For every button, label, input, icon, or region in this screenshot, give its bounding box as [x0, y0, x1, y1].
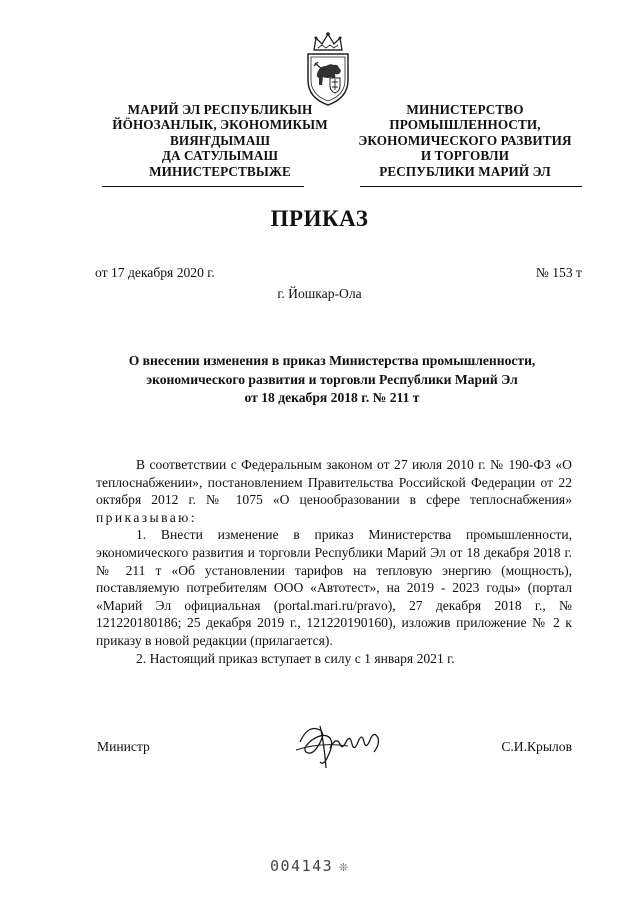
coat-of-arms-mari-el-icon	[300, 30, 356, 108]
serial-number-text: 004143	[270, 857, 334, 875]
signatory-name: С.И.Крылов	[501, 739, 572, 754]
header-left-line: МАРИЙ ЭЛ РЕСПУБЛИКЫН	[127, 102, 313, 117]
document-serial-number	[270, 857, 349, 875]
item-1-paragraph: 1. Внести изменение в приказ Министерства промышленности, экономического развития и торговли Республики Марий Эл от 18 декабря 2018 г. № 211 т «Об установлении тарифов на тепловую энергию (мощность), поставляемую потребителям ООО «Автотест», на 2019 - 2023 годы» (портал «Марий Эл официальная (portal.mari.ru/pravo), 27 декабря 2018 г., № 121220180186; 25 декабря 2019 г., 121220190160), изложив приложение № 2 к приказу в новой редакции (прилагается).	[96, 527, 572, 648]
subject-line: О внесении изменения в приказ Министерства промышленности,	[128, 353, 536, 368]
header-left-line: ДА САТУЛЫМАШ	[161, 148, 279, 164]
header-left-underline	[102, 186, 304, 187]
document-date: от 17 декабря 2020 г.	[95, 265, 215, 280]
header-right-underline	[360, 186, 582, 187]
header-right-line: И ТОРГОВЛИ	[420, 148, 510, 164]
subject-line: экономического развития и торговли Республики Марий Эл	[146, 371, 518, 387]
header-right-line: РЕСПУБЛИКИ МАРИЙ ЭЛ	[379, 163, 551, 179]
header-right-ministry-name-russian	[338, 102, 592, 179]
document-subject	[96, 352, 568, 408]
preamble-text: В соответствии с Федеральным законом от 27 июля 2010 г. № 190-ФЗ «О теплоснабжении», постановлением Правительства Российской Федерации от 22 октября 2012 г. № 1075 «О ценообразовании в сфере теплоснабжения»	[96, 457, 572, 508]
subject-line: от 18 декабря 2018 г. № 211 т	[244, 390, 420, 406]
header-right-line: ПРОМЫШЛЕННОСТИ,	[389, 117, 541, 133]
header-left-line: ВИЯҤДЫМАШ	[169, 132, 271, 148]
header-right-line: МИНИСТЕРСТВО	[406, 102, 524, 117]
preamble-paragraph	[96, 456, 572, 526]
order-word: приказываю:	[96, 509, 197, 525]
document-body	[96, 456, 572, 667]
header-left-ministry-name-mari	[104, 102, 336, 179]
item-2-paragraph: 2. Настоящий приказ вступает в силу с 1 января 2021 г.	[136, 650, 455, 666]
document-title: ПРИКАЗ	[270, 206, 369, 231]
handwritten-signature	[290, 712, 390, 776]
document-city: г. Йошкар-Ола	[277, 286, 362, 301]
header-right-line: ЭКОНОМИЧЕСКОГО РАЗВИТИЯ	[358, 132, 572, 148]
coat-of-arms-emblem	[300, 30, 356, 108]
document-number: № 153 т	[535, 265, 582, 280]
header-left-line: ЙӦНОЗАНЛЫК, ЭКОНОМИКЫМ	[112, 117, 328, 133]
signatory-position: Министр	[97, 739, 150, 754]
header-left-line: МИНИСТЕРСТВЫЖЕ	[149, 163, 291, 179]
serial-mark-icon: ❊	[339, 859, 350, 875]
